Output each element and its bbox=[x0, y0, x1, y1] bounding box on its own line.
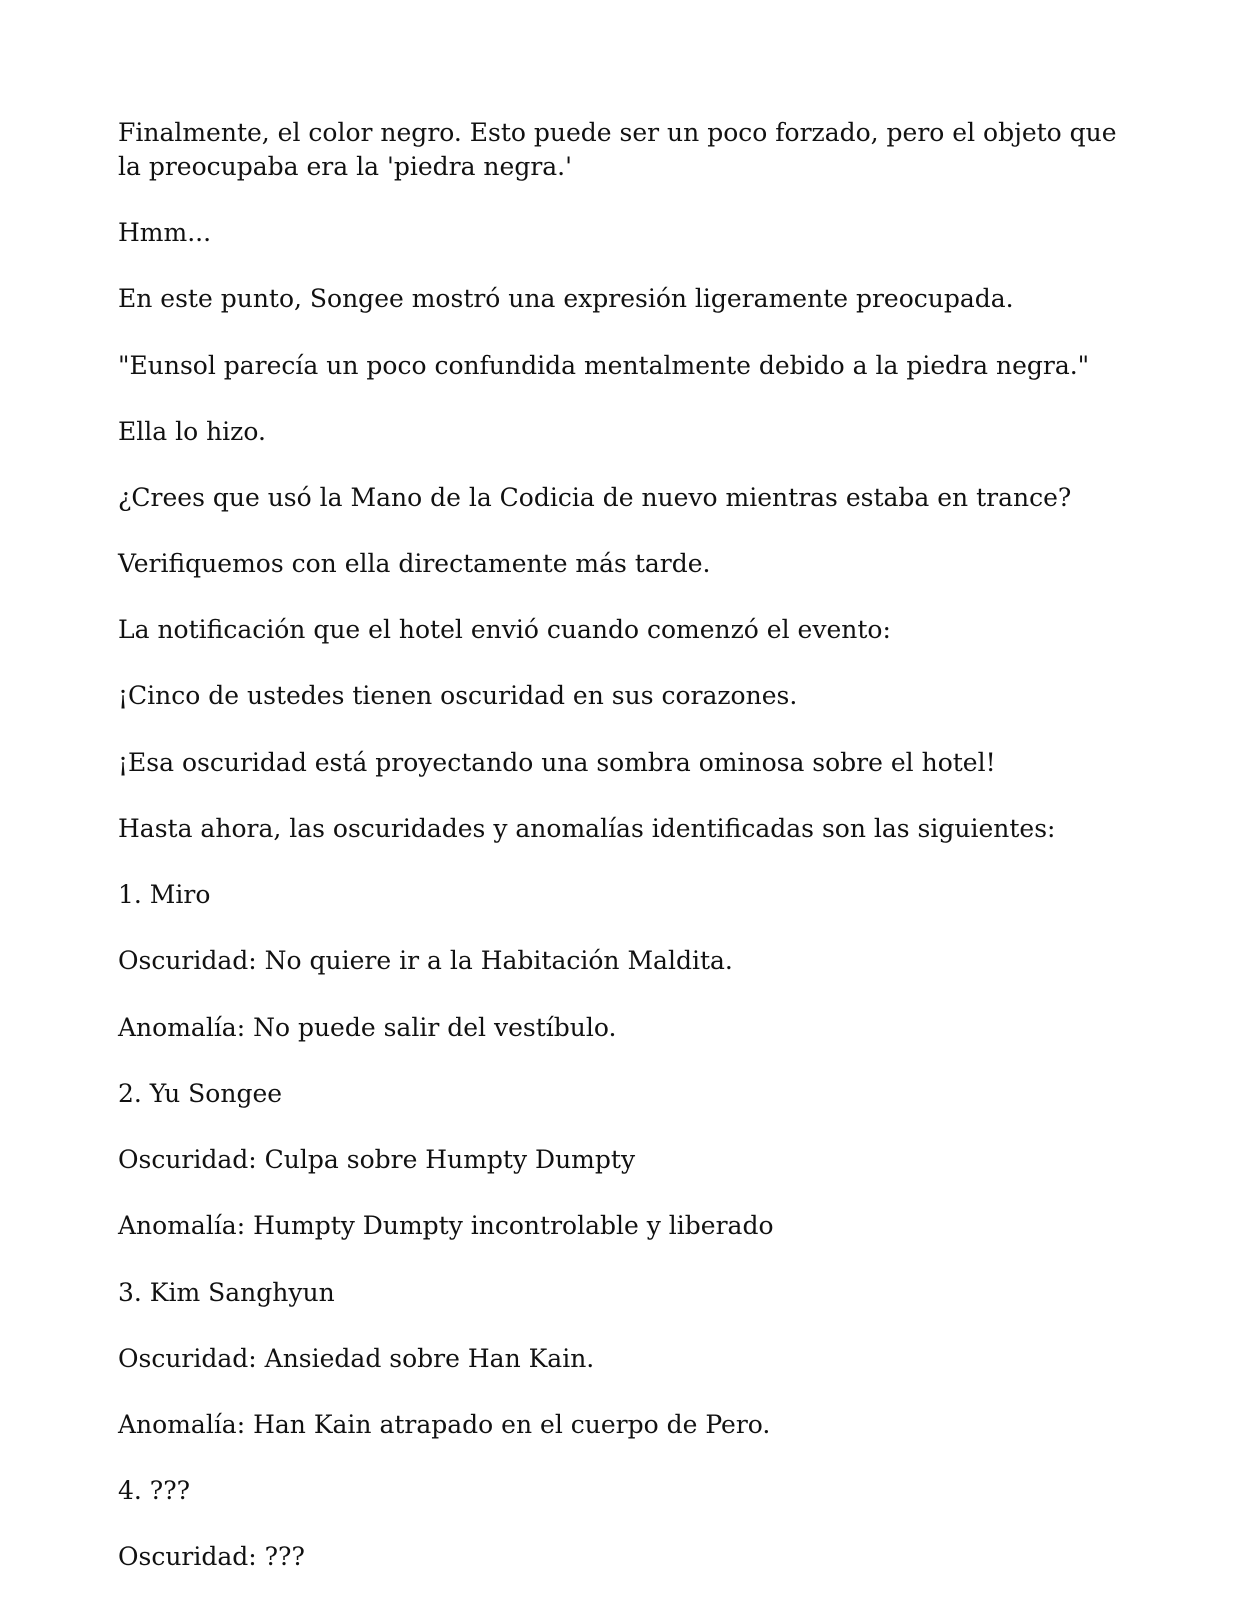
paragraph-20: Anomalía: Han Kain atrapado en el cuerpo de Pero. bbox=[118, 1410, 771, 1439]
paragraph-2: Hmm... bbox=[118, 218, 212, 247]
paragraph-4: "Eunsol parecía un poco confundida mentalmente debido a la piedra negra." bbox=[118, 351, 1090, 380]
paragraph-14: Anomalía: No puede salir del vestíbulo. bbox=[118, 1013, 617, 1042]
list-heading-4: 4. ??? bbox=[118, 1476, 191, 1505]
paragraph-8: La notificación que el hotel envió cuando comenzó el evento: bbox=[118, 615, 891, 644]
paragraph-19: Oscuridad: Ansiedad sobre Han Kain. bbox=[118, 1344, 595, 1373]
paragraph-1: Finalmente, el color negro. Esto puede ser un poco forzado, pero el objeto que la preocupaba era la 'piedra negra.' bbox=[118, 118, 1117, 181]
paragraph-7: Verifiquemos con ella directamente más tarde. bbox=[118, 549, 711, 578]
paragraph-13: Oscuridad: No quiere ir a la Habitación Maldita. bbox=[118, 946, 733, 975]
list-heading-1: 1. Miro bbox=[118, 880, 211, 909]
paragraph-3: En este punto, Songee mostró una expresión ligeramente preocupada. bbox=[118, 284, 1014, 313]
paragraph-16: Oscuridad: Culpa sobre Humpty Dumpty bbox=[118, 1145, 636, 1174]
paragraph-17: Anomalía: Humpty Dumpty incontrolable y liberado bbox=[118, 1211, 774, 1240]
paragraph-10: ¡Esa oscuridad está proyectando una sombra ominosa sobre el hotel! bbox=[118, 748, 996, 777]
paragraph-6: ¿Crees que usó la Mano de la Codicia de nuevo mientras estaba en trance? bbox=[118, 483, 1072, 512]
paragraph-9: ¡Cinco de ustedes tienen oscuridad en sus corazones. bbox=[118, 681, 798, 710]
paragraph-5: Ella lo hizo. bbox=[118, 417, 266, 446]
list-heading-2: 2. Yu Songee bbox=[118, 1079, 283, 1108]
list-heading-3: 3. Kim Sanghyun bbox=[118, 1278, 335, 1307]
paragraph-22: Oscuridad: ??? bbox=[118, 1542, 305, 1571]
paragraph-11: Hasta ahora, las oscuridades y anomalías identificadas son las siguientes: bbox=[118, 814, 1056, 843]
